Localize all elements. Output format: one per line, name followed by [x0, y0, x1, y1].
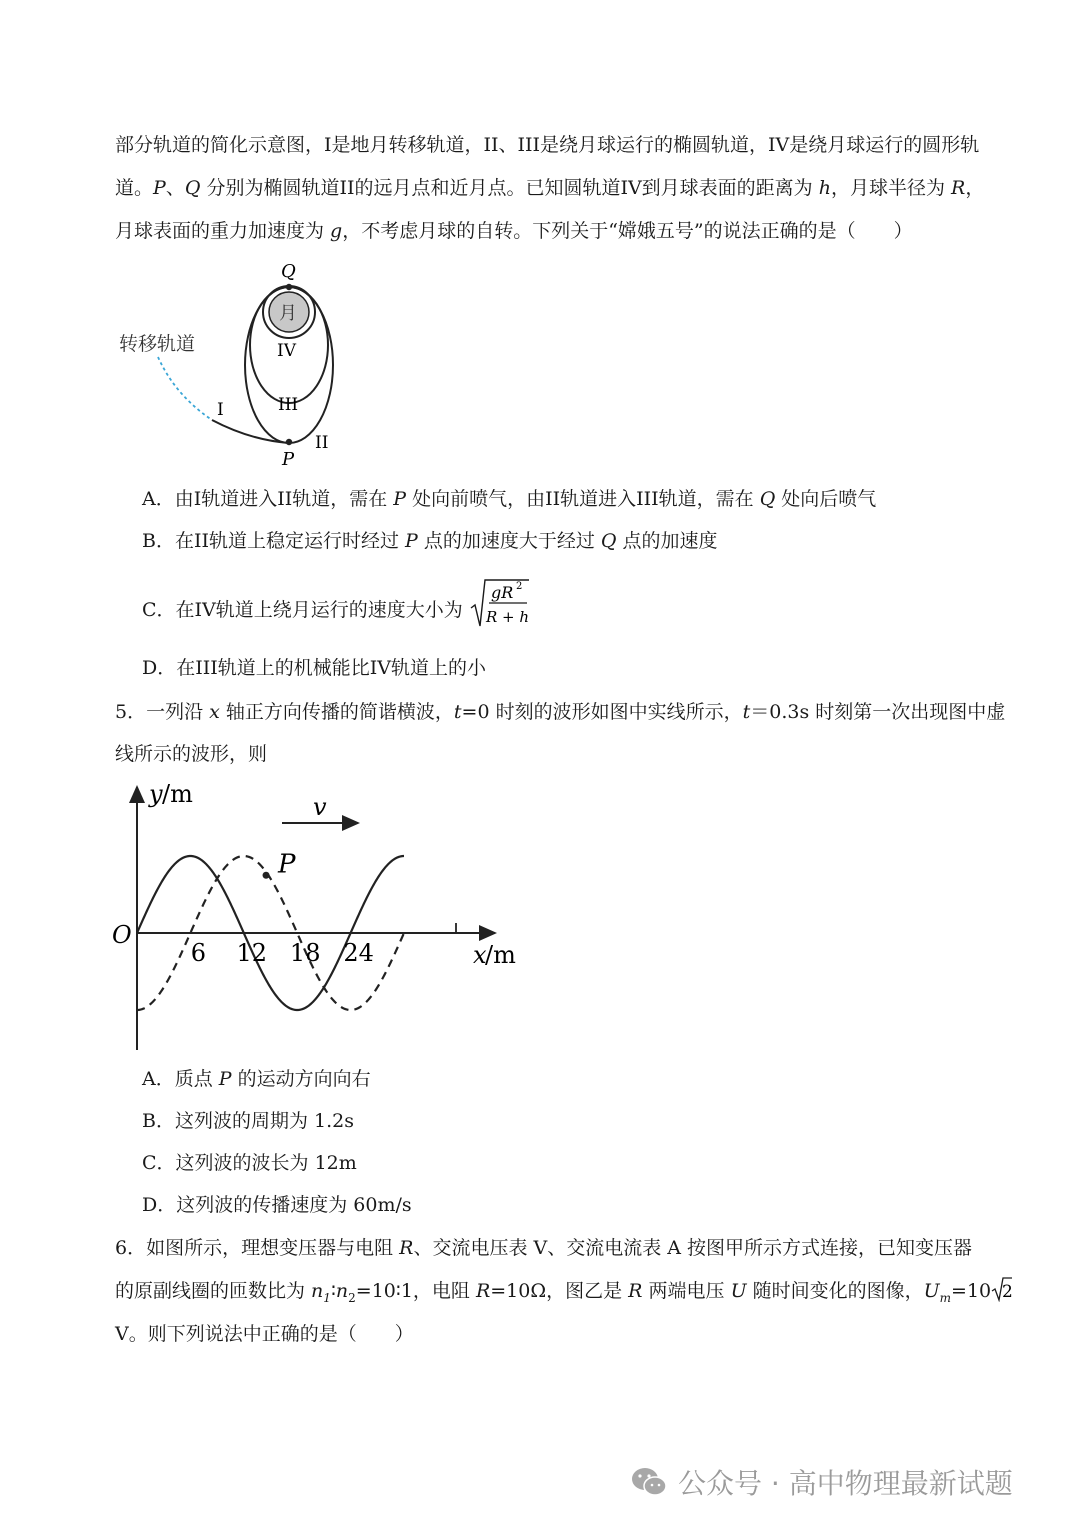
x-tick-label: 12: [236, 939, 268, 967]
velocity-label: v: [313, 793, 327, 821]
transfer-dashed: [158, 357, 212, 420]
x-axis-label-var: x: [473, 941, 487, 969]
origin-label: O: [112, 921, 132, 949]
intro-line-1: 部分轨道的简化示意图，I是地月转移轨道，II、III是绕月球运行的椭圆轨道，IV是绕月球运行的圆形轨: [115, 134, 980, 156]
wave-chart: [100, 775, 530, 1060]
x-tick-label: 18: [289, 939, 321, 967]
q6-line-2: 的原副线圈的匝数比为 $n_1∶n_2=10∶1$，电阻 R=10Ω，图乙是 R 两端电压 U 随时间变化的图像，$U_m=10$ 2: [115, 1279, 1013, 1310]
label-II: II: [315, 433, 329, 453]
label-moon: 月: [279, 303, 297, 324]
point-P-label: P: [278, 849, 296, 880]
x-tick-label: 24: [343, 939, 374, 967]
x-tick-label: 6: [190, 939, 207, 967]
y-axis-label-unit: /m: [162, 780, 193, 808]
label-P: P: [282, 449, 295, 470]
q4-option-b: B．在II轨道上稳定运行时经过 P 点的加速度大于经过 Q 点的加速度: [142, 530, 718, 552]
q5-option-d: D．这列波的传播速度为 60m/s: [142, 1194, 412, 1216]
q5-line-2: 线所示的波形，则: [115, 743, 268, 765]
q5-line-1: 5．一列沿 x 轴正方向传播的简谐横波，t=0 时刻的波形如图中实线所示，t＝0.3s 时刻第一次出现图中虚: [115, 701, 1006, 723]
q4-option-a: A．由I轨道进入II轨道，需在 P 处向前喷气，由II轨道进入III轨道，需在 Q 处向后喷气: [142, 488, 877, 510]
q5-option-c: C．这列波的波长为 12m: [142, 1152, 357, 1174]
label-IV: IV: [277, 341, 296, 361]
watermark-text: 公众号 · 高中物理最新试题: [678, 1467, 1013, 1500]
watermark: [630, 1462, 1013, 1502]
q6-line-3: V。则下列说法中正确的是（ ）: [115, 1323, 414, 1345]
q6-line-1: 6．如图所示，理想变压器与电阻 R、交流电压表 V、交流电流表 A 按图甲所示方式连接，已知变压器: [115, 1237, 973, 1259]
label-Q: Q: [281, 261, 296, 282]
label-transfer: 转移轨道: [119, 333, 196, 355]
x-axis-label-unit: /m: [485, 941, 516, 969]
point-P: [286, 439, 292, 445]
formula-sup: 2: [515, 581, 523, 592]
y-axis-label-var: y: [149, 780, 163, 808]
point-P-marker: [263, 872, 270, 879]
label-III: III: [278, 395, 299, 415]
sqrt-2-value: 2: [1002, 1282, 1013, 1302]
point-Q: [286, 284, 292, 290]
formula-denominator: R + h: [485, 608, 529, 626]
q5-option-b: B．这列波的周期为 1.2s: [142, 1110, 354, 1132]
q5-option-a: A．质点 P 的运动方向向右: [142, 1068, 371, 1090]
intro-line-2: 道。P、Q 分别为椭圆轨道II的远月点和近月点。已知圆轨道IV到月球表面的距离为 h，月球半径为 R，: [115, 177, 985, 199]
formula-numerator: gR: [490, 583, 514, 602]
orbit-diagram: [100, 255, 360, 475]
q4-option-c: C．在IV轨道上绕月运行的速度大小为 gR 2 R + h: [142, 592, 531, 630]
wechat-icon: [630, 1466, 668, 1498]
label-I: I: [217, 400, 224, 420]
sqrt-2: [991, 1276, 1013, 1302]
intro-line-3: 月球表面的重力加速度为 g，不考虑月球的自转。下列关于“嫦娥五号”的说法正确的是（ ）: [115, 220, 913, 242]
q4-option-d: D．在III轨道上的机械能比IV轨道上的小: [142, 657, 486, 679]
sqrt-formula: [469, 578, 531, 630]
